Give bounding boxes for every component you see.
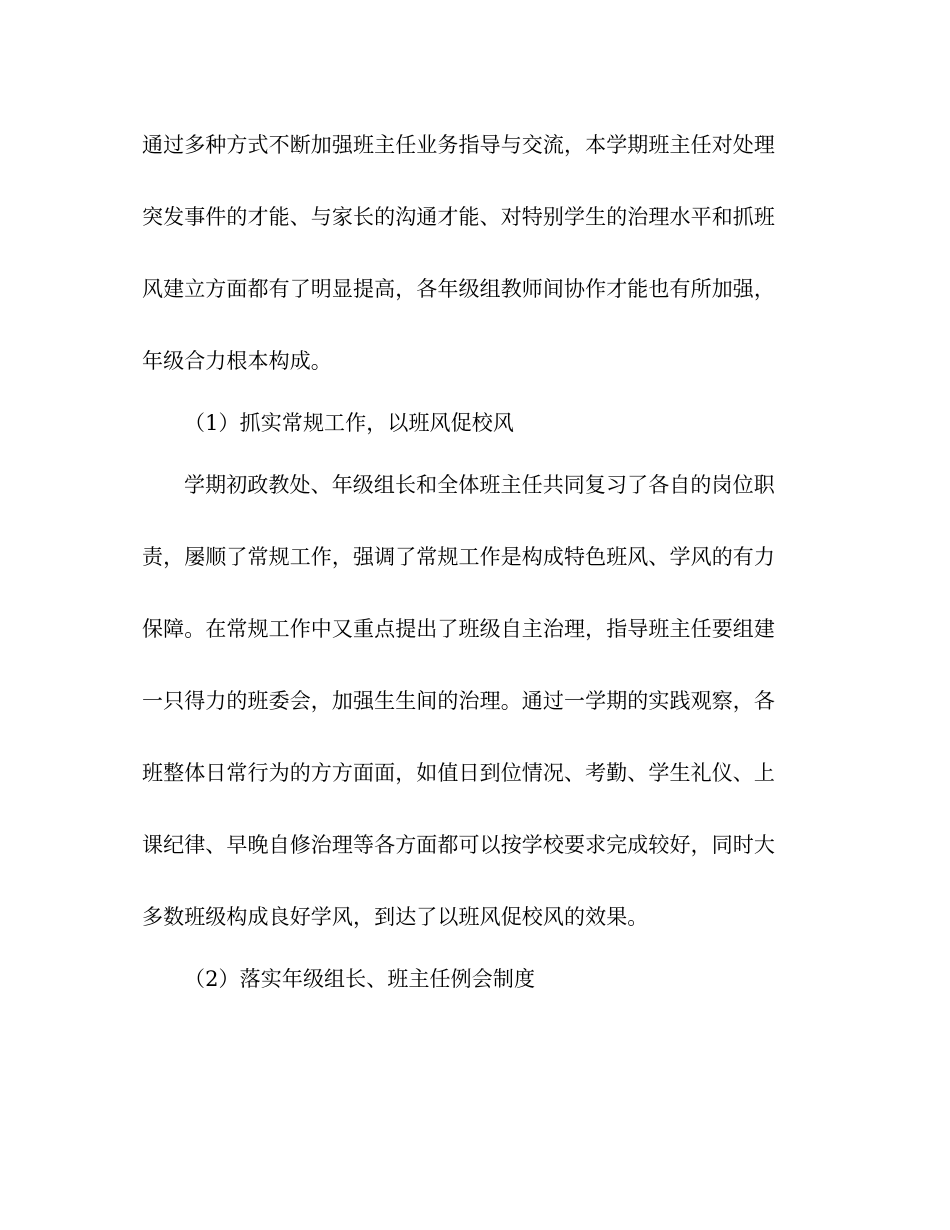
section-heading: （2）落实年级组长、班主任例会制度 — [184, 967, 536, 991]
section-heading: （1）抓实常规工作，以班风促校风 — [184, 411, 514, 435]
paragraph-line: 风建立方面都有了明显提高，各年级组教师间协作才能也有所加强， — [142, 277, 775, 301]
paragraph-line: 一只得力的班委会，加强生生间的治理。通过一学期的实践观察，各 — [142, 689, 775, 713]
paragraph-line: 班整体日常行为的方方面面，如值日到位情况、考勤、学生礼仪、上 — [142, 761, 775, 785]
paragraph-line: 课纪律、早晚自修治理等各方面都可以按学校要求完成较好，同时大 — [142, 833, 775, 857]
paragraph-line: 年级合力根本构成。 — [142, 349, 332, 373]
paragraph-line: 通过多种方式不断加强班主任业务指导与交流，本学期班主任对处理 — [142, 133, 775, 157]
paragraph-line: 学期初政教处、年级组长和全体班主任共同复习了各自的岗位职 — [184, 473, 775, 497]
paragraph-line: 多数班级构成良好学风，到达了以班风促校风的效果。 — [142, 905, 649, 929]
paragraph-line: 突发事件的才能、与家长的沟通才能、对特别学生的治理水平和抓班 — [142, 205, 775, 229]
paragraph-line: 保障。在常规工作中又重点提出了班级自主治理，指导班主任要组建 — [142, 617, 775, 641]
paragraph-line: 责，屡顺了常规工作，强调了常规工作是构成特色班风、学风的有力 — [142, 545, 775, 569]
